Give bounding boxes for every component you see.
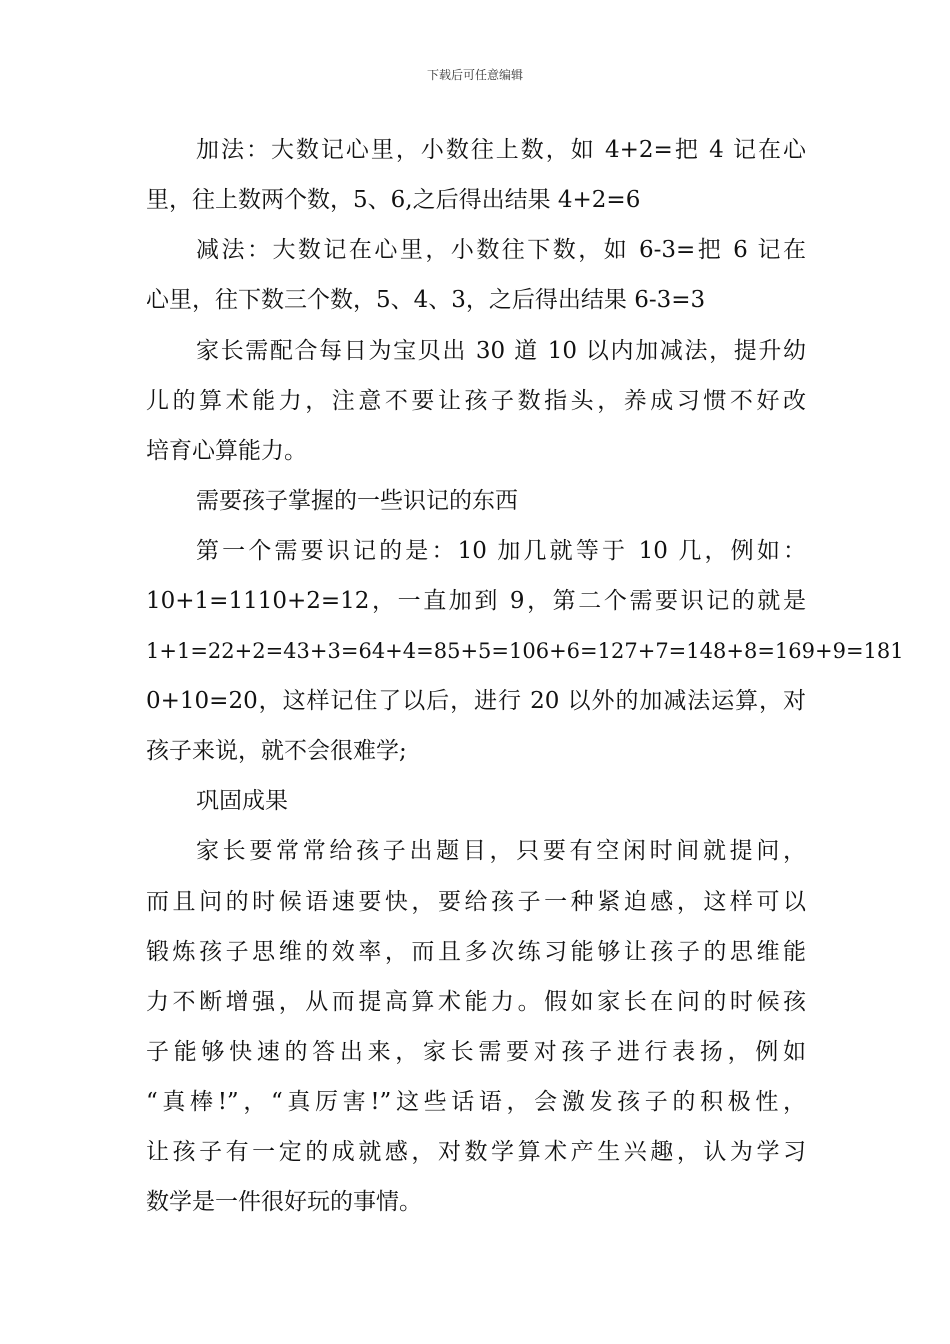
paragraph-7-line-8: 数学是一件很好玩的事情。 bbox=[146, 1189, 422, 1215]
paragraph-2-line-2: 心里，往下数三个数，5、4、3，之后得出结果 6-3=3 bbox=[146, 287, 706, 313]
paragraph-3-line-1: 家长需配合每日为宝贝出 30 道 10 以内加减法，提升幼 bbox=[196, 338, 806, 364]
paragraph-3-line-3: 培育心算能力。 bbox=[146, 438, 307, 464]
paragraph-1-line-1: 加法：大数记心里，小数往上数，如 4+2=把 4 记在心 bbox=[196, 137, 806, 163]
paragraph-1-line-2: 里，往上数两个数，5、6,之后得出结果 4+2=6 bbox=[146, 187, 641, 213]
paragraph-7-line-7: 让孩子有一定的成就感，对数学算术产生兴趣，认为学习 bbox=[146, 1139, 806, 1165]
paragraph-7-line-1: 家长要常常给孩子出题目，只要有空闲时间就提问， bbox=[196, 838, 806, 864]
section-heading-consolidate: 巩固成果 bbox=[196, 788, 288, 814]
paragraph-5-line-3: 1+1=22+2=43+3=64+4=85+5=106+6=127+7=148+8=169+9=181 bbox=[146, 639, 904, 663]
section-heading-memorize: 需要孩子掌握的一些识记的东西 bbox=[196, 488, 518, 514]
paragraph-7-line-2: 而且问的时候语速要快，要给孩子一种紧迫感，这样可以 bbox=[146, 889, 806, 915]
paragraph-5-line-1: 第一个需要识记的是：10 加几就等于 10 几，例如： bbox=[196, 538, 806, 564]
paragraph-5-line-2: 10+1=1110+2=12，一直加到 9，第二个需要识记的就是 bbox=[146, 588, 806, 614]
paragraph-2-line-1: 减法：大数记在心里，小数往下数，如 6-3=把 6 记在 bbox=[196, 237, 806, 263]
paragraph-7-line-3: 锻炼孩子思维的效率，而且多次练习能够让孩子的思维能 bbox=[146, 939, 806, 965]
paragraph-3-line-2: 儿的算术能力，注意不要让孩子数指头，养成习惯不好改 bbox=[146, 388, 806, 414]
paragraph-7-line-5: 子能够快速的答出来，家长需要对孩子进行表扬，例如 bbox=[146, 1039, 806, 1065]
page-header: 下载后可任意编辑 bbox=[426, 68, 523, 82]
paragraph-7-line-6: “真棒!”，“真厉害!”这些话语，会激发孩子的积极性， bbox=[146, 1089, 806, 1115]
paragraph-7-line-4: 力不断增强，从而提高算术能力。假如家长在问的时候孩 bbox=[146, 989, 806, 1015]
paragraph-5-line-4: 0+10=20，这样记住了以后，进行 20 以外的加减法运算，对 bbox=[146, 688, 806, 714]
paragraph-5-line-5: 孩子来说，就不会很难学; bbox=[146, 738, 407, 764]
